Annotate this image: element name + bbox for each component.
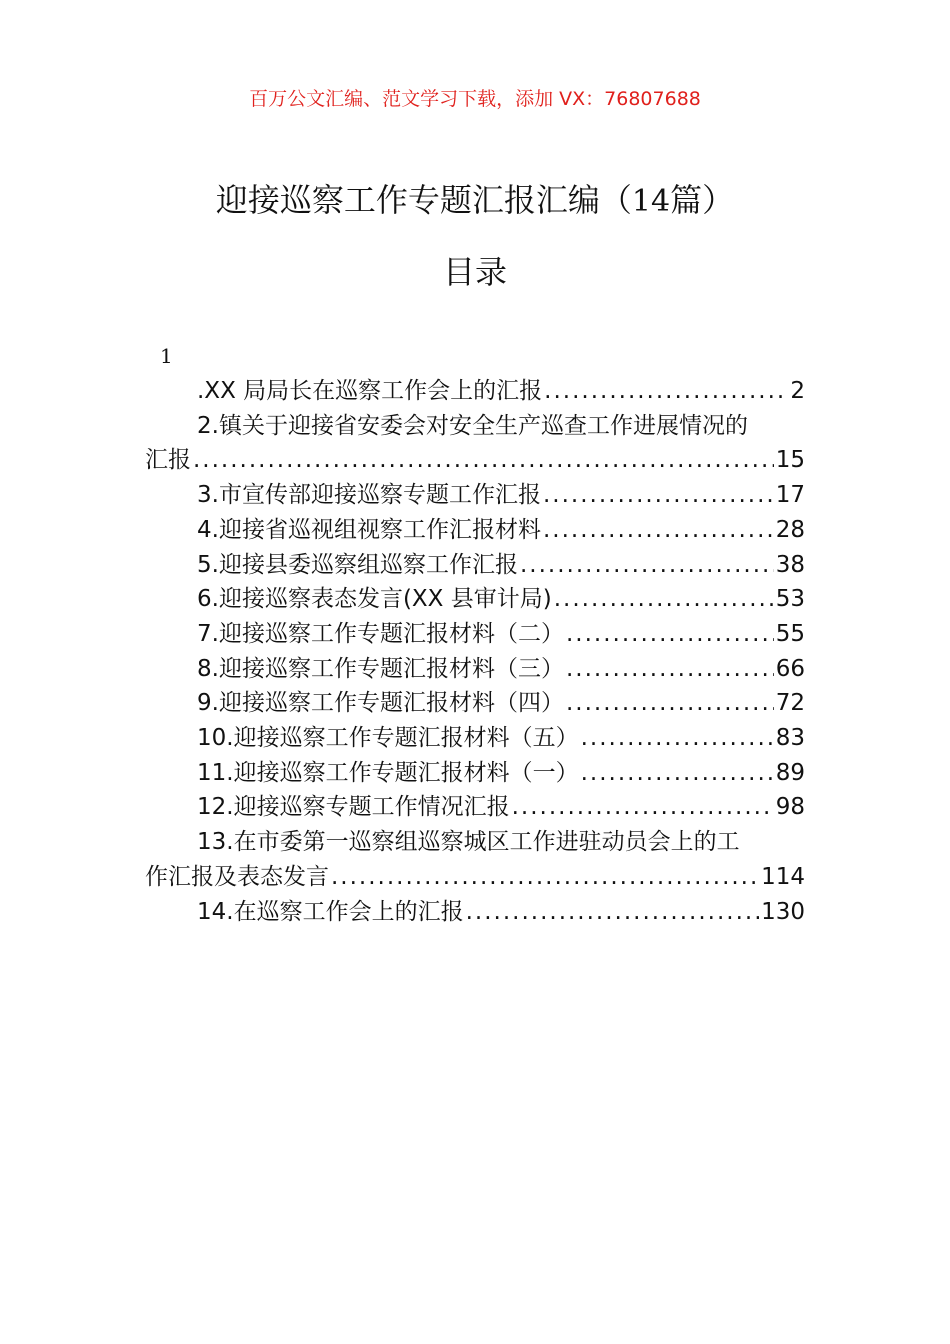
toc-entry-page: 89: [775, 759, 805, 786]
table-of-contents: [145, 374, 805, 929]
dot-leader: [512, 790, 774, 825]
toc-entry-title: 4.迎接省巡视组视察工作汇报材料: [197, 516, 541, 543]
toc-entry-page: 28: [775, 516, 805, 543]
toc-entry[interactable]: [145, 374, 805, 409]
toc-entry-title: 5.迎接县委巡察组巡察工作汇报: [197, 551, 518, 578]
toc-entry[interactable]: [145, 895, 805, 930]
toc-entry[interactable]: [145, 686, 805, 721]
toc-entry[interactable]: [145, 756, 805, 791]
title-suffix: 篇）: [670, 181, 735, 219]
toc-entry-title: .XX 局局长在巡察工作会上的汇报: [197, 378, 543, 404]
toc-entry-page: 66: [775, 655, 805, 682]
toc-entry-title: 作汇报及表态发言: [145, 863, 329, 890]
toc-entry[interactable]: [145, 790, 805, 825]
toc-entry-title: 汇报: [145, 447, 191, 474]
toc-entry-title: 10.迎接巡察工作专题汇报材料（五）: [197, 725, 579, 752]
toc-entry-title-line1: 13.在市委第一巡察组巡察城区工作进驻动员会上的工: [197, 829, 740, 856]
toc-entry-page: 114: [761, 863, 805, 890]
toc-entry-title: 7.迎接巡察工作专题汇报材料（二）: [197, 620, 564, 647]
toc-entry-title: 12.迎接巡察专题工作情况汇报: [197, 794, 510, 821]
dot-leader: [520, 548, 774, 583]
title-count: 14: [631, 184, 671, 219]
dot-leader: [331, 860, 759, 895]
toc-entry-title: 8.迎接巡察工作专题汇报材料（三）: [197, 655, 564, 682]
toc-entry-page: 83: [775, 725, 805, 752]
toc-entry-title: 9.迎接巡察工作专题汇报材料（四）: [197, 690, 564, 717]
dot-leader: [566, 652, 774, 687]
toc-entry-title: 6.迎接巡察表态发言(XX 县审计局): [197, 586, 552, 613]
toc-entry[interactable]: [145, 617, 805, 652]
toc-entry-title-line1: 2.镇关于迎接省安委会对安全生产巡查工作进展情况的: [197, 412, 748, 439]
toc-entry-page: 38: [775, 551, 805, 578]
toc-entry-title: 11.迎接巡察工作专题汇报材料（一）: [197, 759, 579, 786]
toc-entry-page: 72: [775, 690, 805, 717]
toc-entry[interactable]: [145, 513, 805, 548]
dot-leader: [543, 478, 774, 513]
toc-entry-title: 14.在巡察工作会上的汇报: [197, 898, 464, 925]
stray-number: 1: [160, 344, 173, 368]
dot-leader: [566, 617, 774, 652]
toc-entry-page: 130: [761, 898, 805, 925]
toc-entry[interactable]: [145, 478, 805, 513]
header-note: 百万公文汇编、范文学习下载，添加 VX：76807688: [249, 88, 701, 110]
toc-entry-title: 3.市宣传部迎接巡察专题工作汇报: [197, 482, 541, 509]
toc-heading: 目录: [442, 253, 507, 291]
toc-entry[interactable]: [145, 652, 805, 687]
dot-leader: [581, 721, 774, 756]
dot-leader: [193, 443, 774, 478]
toc-entry-page: 98: [775, 794, 805, 821]
toc-entry-page: 15: [775, 447, 805, 474]
dot-leader: [581, 756, 774, 791]
toc-entry-page: 17: [775, 482, 805, 509]
toc-entry[interactable]: [145, 582, 805, 617]
toc-entry[interactable]: [145, 825, 805, 894]
title-prefix: 迎接巡察工作专题汇报汇编（: [215, 181, 632, 219]
toc-entry-page: 2: [790, 378, 805, 404]
document-title: [0, 178, 950, 224]
toc-entry-page: 53: [775, 586, 805, 613]
toc-entry[interactable]: [145, 409, 805, 478]
dot-leader: [543, 513, 774, 548]
toc-entry[interactable]: [145, 548, 805, 583]
toc-entry-page: 55: [775, 620, 805, 647]
dot-leader: [466, 895, 760, 930]
toc-entry[interactable]: [145, 721, 805, 756]
dot-leader: [544, 374, 788, 409]
dot-leader: [566, 686, 774, 721]
dot-leader: [554, 582, 774, 617]
